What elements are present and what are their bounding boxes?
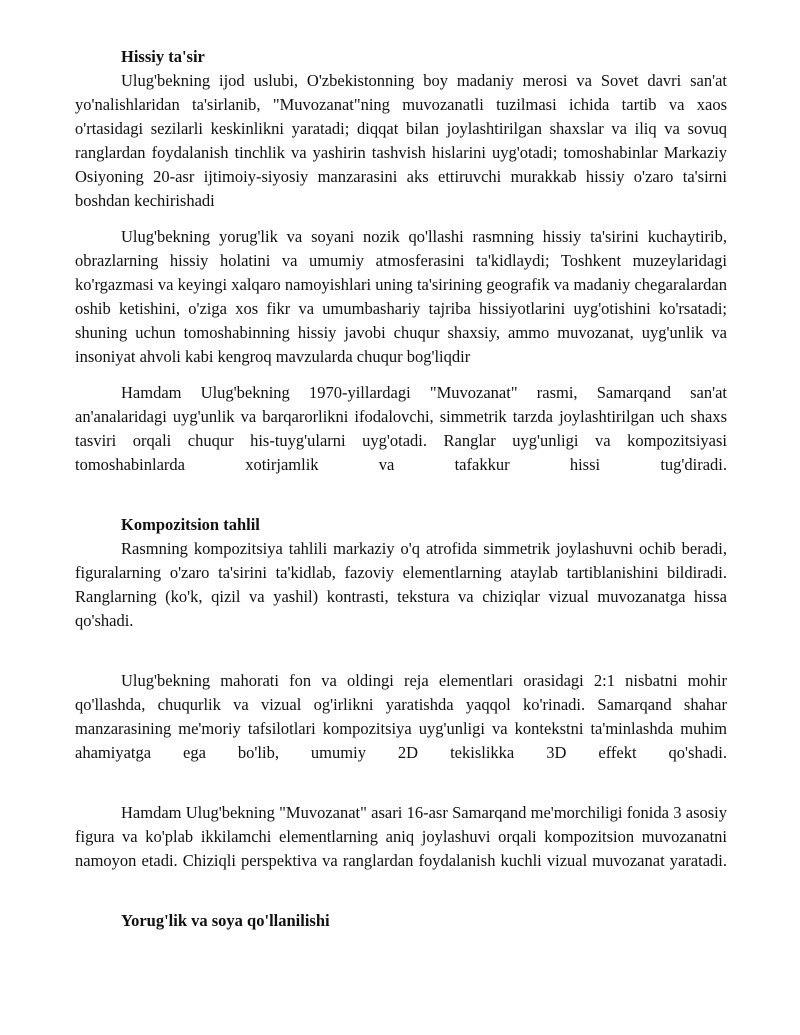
paragraph-spacer: [75, 213, 727, 225]
paragraph-spacer: [75, 369, 727, 381]
section-heading-light-shadow: Yorug'lik va soya qo'llanilishi: [121, 911, 330, 930]
paragraph-emotional-3: Hamdam Ulug'bekning 1970-yillardagi "Muvozanat" rasmi, Samarqand san'at an'analaridagi uyg'unlik va barqarorlikni ifodalovchi, simmetrik tarzda joylashtirilgan uch shaxs tasviri orqali chuqur his-tuyg'ularni uyg'otadi. Ranglar uyg'unligi va kompozitsiyasi tomoshabinlarda xotirjamlik va tafakkur hissi tug'diradi.: [75, 383, 727, 474]
document-page: [75, 45, 727, 933]
paragraph-emotional-2: Ulug'bekning yorug'lik va soyani nozik qo'llashi rasmning hissiy ta'sirini kuchaytirib, obrazlarning hissiy holatini va umumiy atmosferasini ta'kidlaydi; Toshkent muzeylaridagi ko'rgazmasi va keyingi xalqaro namoyishlari uning ta'sirining geografik va madaniy chegaralardan oshib ketishini, o'ziga xos fikr va umumbashariy tajriba hissiyotlarini uyg'otishini ko'rsatadi; shuning uchun tomoshabinning hissiy javobi chuqur shaxsiy, ammo muvozanat, uyg'unlik va insoniyat ahvoli kabi kengroq mavzularda chuqur bog'liqdir: [75, 227, 727, 366]
paragraph-spacer: [75, 633, 727, 669]
section-spacer: [75, 477, 727, 513]
paragraph-composition-1: Rasmning kompozitsiya tahlili markaziy o'q atrofida simmetrik joylashuvni ochib beradi, figuralarning o'zaro ta'sirini ta'kidlab, fazoviy elementlarning ataylab tartiblanishini bildiradi. Ranglarning (ko'k, qizil va yashil) kontrasti, tekstura va chiziqlar vizual muvozanatga hissa qo'shadi.: [75, 539, 727, 630]
paragraph-emotional-1: Ulug'bekning ijod uslubi, O'zbekistonning boy madaniy merosi va Sovet davri san'at yo'nalishlaridan ta'sirlanib, "Muvozanat"ning muvozanatli tuzilmasi ichida tartib va xaos o'rtasidagi sezilarli keskinlikni yaratadi; diqqat bilan joylashtirilgan shaxslar va iliq va sovuq ranglardan foydalanish tinchlik va yashirin tashvish hislarini uyg'otadi; tomoshabinlar Markaziy Osiyoning 20-asr ijtimoiy-siyosiy manzarasini aks ettiruvchi murakkab hissiy o'zaro ta'sirni boshdan kechirishadi: [75, 71, 727, 210]
paragraph-composition-3: Hamdam Ulug'bekning "Muvozanat" asari 16-asr Samarqand me'morchiligi fonida 3 asosiy figura va ko'plab ikkilamchi elementlarning aniq joylashuvi orqali kompozitsion muvozanatni namoyon etadi. Chiziqli perspektiva va ranglardan foydalanish kuchli vizual muvozanat yaratadi.: [75, 803, 727, 870]
section-heading-composition: Kompozitsion tahlil: [121, 515, 260, 534]
section-spacer: [75, 873, 727, 909]
paragraph-composition-2: Ulug'bekning mahorati fon va oldingi reja elementlari orasidagi 2:1 nisbatni mohir qo'llashda, chuqurlik va vizual og'irlikni yaratishda yaqqol ko'rinadi. Samarqand shahar manzarasining me'moriy tafsilotlari kompozitsiya uyg'unligi va kontekstni ta'minlashda muhim ahamiyatga ega bo'lib, umumiy 2D tekislikka 3D effekt qo'shadi.: [75, 671, 727, 762]
section-heading-emotional-impact: Hissiy ta'sir: [121, 47, 205, 66]
paragraph-spacer: [75, 765, 727, 801]
